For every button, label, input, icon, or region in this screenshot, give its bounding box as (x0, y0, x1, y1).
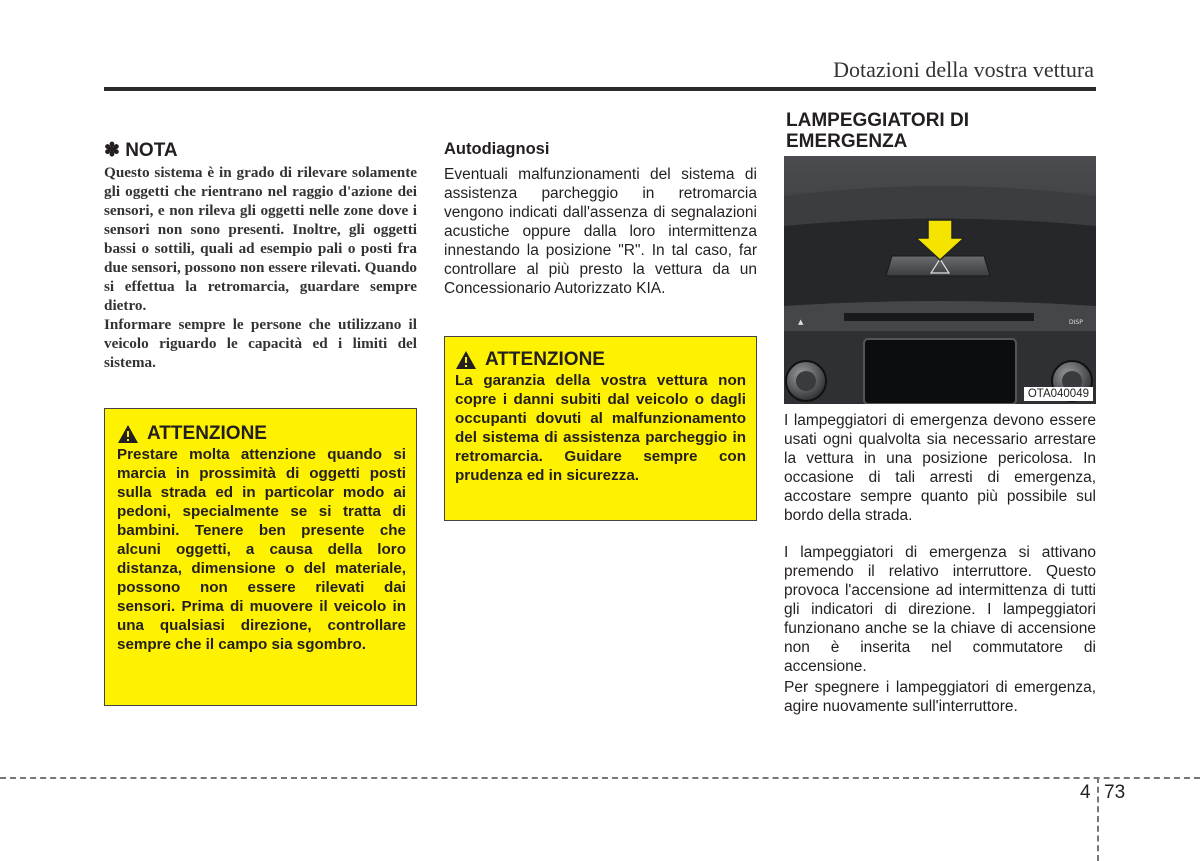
footer-dashed-rule (0, 777, 1200, 779)
hazard-paragraph-3: Per spegnere i lampeggiatori di emergenza, agire nuovamente sull'interruttore. (784, 679, 1096, 715)
hazard-section-title: LAMPEGGIATORI DI EMERGENZA (786, 110, 969, 152)
header-rule (104, 87, 1096, 91)
warning-title-text: ATTENZIONE (147, 423, 267, 444)
nota-text-2: Informare sempre le persone che utilizzano il veicolo riguardo le capacità ed i limiti del sistema. (104, 316, 417, 371)
page-number: 73 (1104, 782, 1126, 803)
autodiagnosi-title: Autodiagnosi (444, 140, 550, 158)
warning-title-text: ATTENZIONE (485, 349, 605, 370)
warning-box-sensors (104, 408, 417, 706)
page-header-title: Dotazioni della vostra vettura (833, 57, 1094, 82)
svg-text:DISP: DISP (1069, 319, 1083, 326)
nota-text: Questo sistema è in grado di rilevare solamente gli oggetti che rientrano nel raggio d'azione dei sensori, e non rileva gli oggetti nelle zone dove i sensori non sono presenti. Inoltre, gli oggetti bassi o sottili, quali ad esempio pali o posti fra due sensori, possono non essere rilevati. Quando si effettua la retromarcia, guardare sempre dietro. (104, 164, 417, 314)
nota-title: ✽ NOTA (104, 140, 178, 161)
nota-body (104, 163, 417, 372)
warning-triangle-icon (455, 350, 477, 370)
warning-triangle-icon (117, 424, 139, 444)
hazard-paragraph-2: I lampeggiatori di emergenza si attivano premendo il relativo interruttore. Questo provoca l'accensione ad intermittenza di tutti gli indicatori di direzione. I lampeggiatori funzionano anche se la chiave di accensione non è inserita nel commutatore di accensione. (784, 544, 1096, 675)
warning-title (455, 349, 746, 371)
warning-box-warranty (444, 336, 757, 521)
svg-text:▲: ▲ (798, 318, 804, 326)
warning-title (117, 423, 406, 445)
figure-code: OTA040049 (1024, 387, 1093, 401)
warning-text: Prestare molta attenzione quando si marcia in prossimità di oggetti posti sulla strada ed in particolar modo ai pedoni, specialmente se si tratta di bambini. Tenere ben presente che alcuni oggetti, a causa della loro distanza, dimensione o del materiale, possono non essere rilevati dai sensori. Prima di muovere il veicolo in una qualsiasi direzione, controllare sempre che il campo sia sgombro. (117, 446, 406, 653)
dashboard-illustration (784, 156, 1096, 404)
footer-dashed-divider (1097, 777, 1099, 861)
hazard-switch-figure (784, 156, 1096, 404)
chapter-number: 4 (1080, 782, 1091, 803)
warning-text: La garanzia della vostra vettura non copre i danni subiti dal veicolo o dagli occupanti dovuti al malfunzionamento del sistema di assistenza parcheggio in retromarcia. Guidare sempre con prudenza ed in sicurezza. (455, 372, 746, 484)
hazard-paragraph-1: I lampeggiatori di emergenza devono essere usati ogni qualvolta sia necessario arrestare la vettura in una posizione pericolosa. In occasione di tali arresti di emergenza, accostare sempre quanto più possibile sul bordo della strada. (784, 412, 1096, 524)
autodiagnosi-text: Eventuali malfunzionamenti del sistema di assistenza parcheggio in retromarcia vengono indicati dall'assenza di segnalazioni acustiche oppure dalla loro intermittenza innestando la posizione "R". In tal caso, far controllare al più presto la vettura da un Concessionario Autorizzato KIA. (444, 166, 757, 297)
